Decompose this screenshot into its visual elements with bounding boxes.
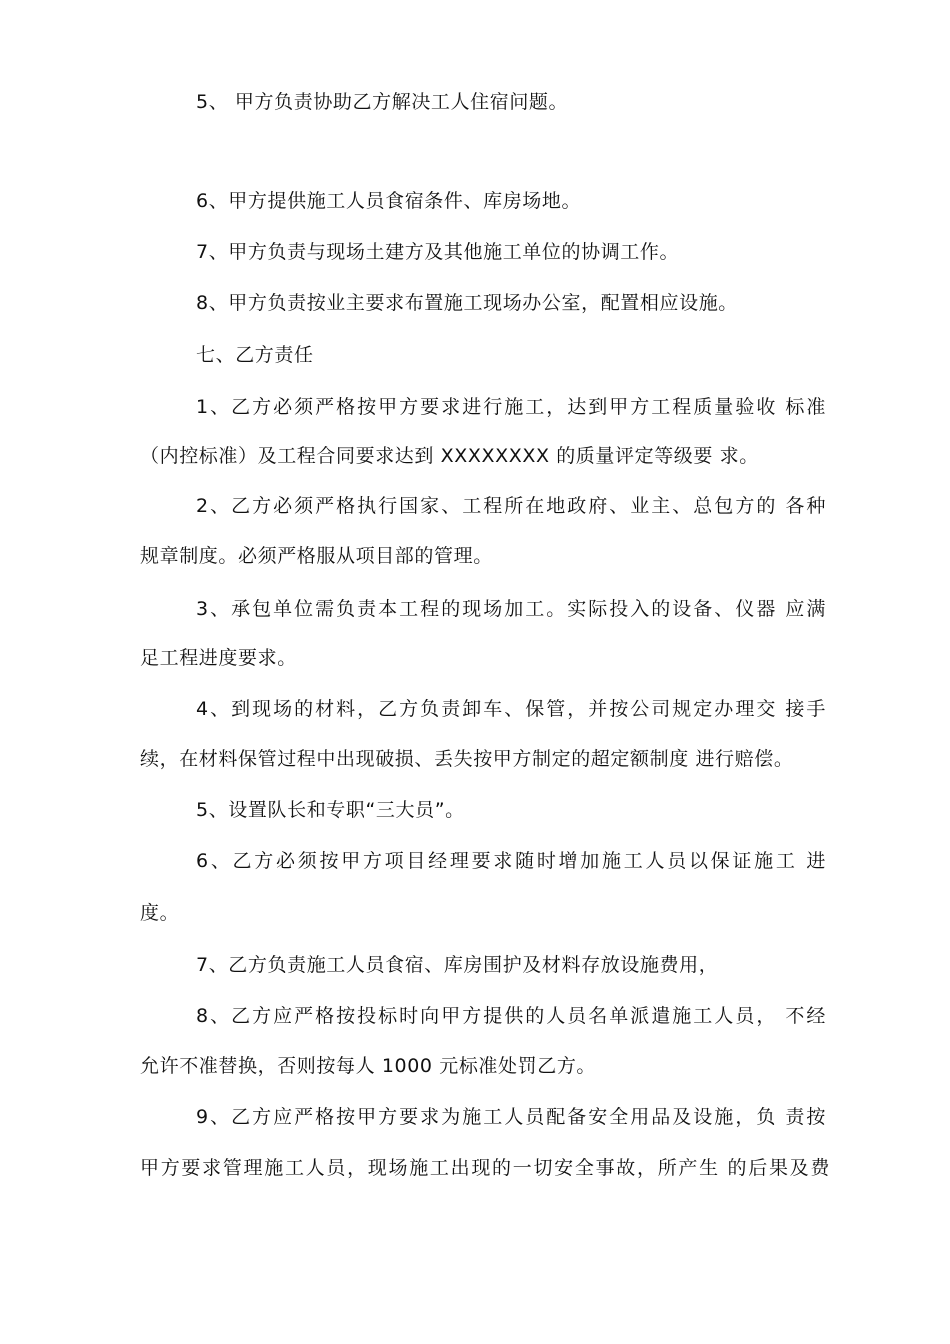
party-a-item-6: 6、甲方提供施工人员食宿条件、库房场地。: [196, 190, 582, 212]
party-b-item-2-line-2: 规章制度。必须严格服从项目部的管理。: [140, 545, 493, 567]
party-a-item-8: 8、甲方负责按业主要求布置施工现场办公室，配置相应设施。: [196, 292, 738, 314]
party-b-item-6-line-2: 度。: [140, 902, 180, 924]
party-a-item-5: 5、 甲方负责协助乙方解决工人住宿问题。: [196, 91, 569, 113]
party-b-item-5: 5、设置队长和专职“三大员”。: [196, 799, 465, 821]
party-b-item-3-line-2: 足工程进度要求。: [140, 647, 297, 669]
party-b-item-9-line-1: 9、乙方应严格按甲方要求为施工人员配备安全用品及设施，负 责按: [196, 1106, 826, 1128]
party-b-item-1-line-1: 1、乙方必须严格按甲方要求进行施工，达到甲方工程质量验收 标准: [196, 396, 826, 418]
party-b-item-1-line-2: （内控标准）及工程合同要求达到 XXXXXXXX 的质量评定等级要 求。: [140, 445, 759, 467]
party-b-item-8-line-2: 允许不准替换，否则按每人 1000 元标准处罚乙方。: [140, 1055, 597, 1077]
party-b-item-6-line-1: 6、乙方必须按甲方项目经理要求随时增加施工人员以保证施工 进: [196, 850, 826, 872]
party-b-item-7: 7、乙方负责施工人员食宿、库房围护及材料存放设施费用，: [196, 954, 719, 976]
party-a-item-7: 7、甲方负责与现场土建方及其他施工单位的协调工作。: [196, 241, 680, 263]
party-b-item-9-line-2: 甲方要求管理施工人员，现场施工出现的一切安全事故，所产生 的后果及费: [140, 1157, 830, 1179]
party-b-item-8-line-1: 8、乙方应严格按投标时向甲方提供的人员名单派遣施工人员， 不经: [196, 1005, 826, 1027]
section-heading-party-b: 七、乙方责任: [196, 344, 314, 366]
party-b-item-2-line-1: 2、乙方必须严格执行国家、工程所在地政府、业主、总包方的 各种: [196, 495, 826, 517]
party-b-item-3-line-1: 3、承包单位需负责本工程的现场加工。实际投入的设备、仪器 应满: [196, 598, 826, 620]
party-b-item-4-line-1: 4、到现场的材料，乙方负责卸车、保管，并按公司规定办理交 接手: [196, 698, 826, 720]
party-b-item-4-line-2: 续，在材料保管过程中出现破损、丢失按甲方制定的超定额制度 进行赔偿。: [140, 748, 794, 770]
